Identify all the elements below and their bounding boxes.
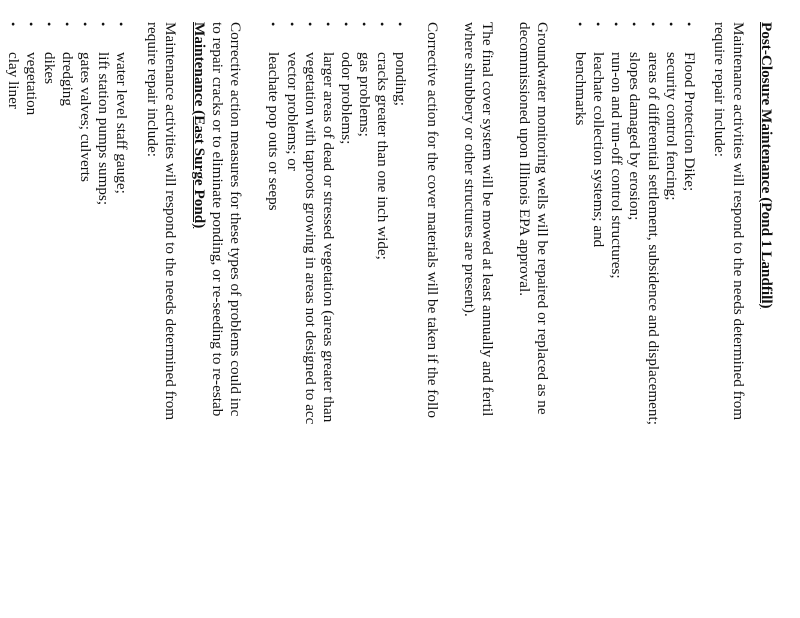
bullet-icon: • <box>41 22 56 27</box>
surge-pond-items-list <box>4 22 131 618</box>
list-item: • water level staff gauge; <box>113 22 131 194</box>
bullet-icon: • <box>663 22 678 27</box>
list-item: • benchmarks <box>572 22 590 126</box>
list-item: • gas problems; <box>355 22 373 137</box>
list-item: • Flood Protection Dike; <box>680 22 698 192</box>
paragraph-groundwater: Groundwater monitoring wells will be repaired or replaced as ne decommissioned upon Illinois EPA approval. <box>515 22 552 415</box>
paragraph-final-cover: The final cover system will be mowed at least annually and fertil where shrubbery or other structures are present). <box>460 22 497 417</box>
list-item: • leachate pop outs or seeps <box>265 22 283 211</box>
corrective-conditions-list <box>264 22 409 618</box>
section-heading-pond1: Post-Closure Maintenance (Pond 1 Landfill) <box>758 22 775 309</box>
intro-line: require repair include: <box>711 22 729 157</box>
list-item: • vegetation with taproots growing in areas not designed to acc <box>301 22 319 425</box>
intro-line: require repair include: <box>143 22 161 157</box>
bullet-icon: • <box>681 22 696 27</box>
bullet-icon: • <box>78 22 93 27</box>
paragraph-corrective-measures: Corrective action measures for these types of problems could inc to repair cracks or to eliminate ponding, or re-seeding to re-estab <box>208 22 245 417</box>
bullet-icon: • <box>114 22 129 27</box>
bullet-icon: • <box>5 22 20 27</box>
list-item: • security control fencing; <box>662 22 680 201</box>
bullet-icon: • <box>393 22 408 27</box>
list-item: • vegetation <box>22 22 40 116</box>
list-item: • odor problems; <box>337 22 355 145</box>
list-item: • vector problems; or <box>283 22 301 171</box>
bullet-icon: • <box>356 22 371 27</box>
bullet-icon: • <box>645 22 660 27</box>
list-item: • dredging <box>59 22 77 106</box>
list-item: • dikes <box>40 22 58 85</box>
list-item: • clay liner <box>4 22 22 109</box>
list-item: • run-on and run-off control structures; <box>608 22 626 279</box>
bullet-icon: • <box>627 22 642 27</box>
bullet-icon: • <box>266 22 281 27</box>
bullet-icon: • <box>284 22 299 27</box>
bullet-icon: • <box>320 22 335 27</box>
list-item: • areas of differential settlement, subsidence and displacement; <box>644 22 662 425</box>
bullet-icon: • <box>302 22 317 27</box>
list-item: • lift station pumps sumps; <box>95 22 113 206</box>
list-item: • ponding; <box>392 22 410 107</box>
bullet-icon: • <box>609 22 624 27</box>
bullet-icon: • <box>591 22 606 27</box>
repair-items-list <box>571 22 698 618</box>
section-heading-east-surge-pond: Maintenance (East Surge Pond) <box>190 22 208 229</box>
intro-line: Maintenance activities will respond to the needs determined from <box>729 22 747 421</box>
list-item: • gates valves; culverts <box>77 22 95 182</box>
bullet-icon: • <box>573 22 588 27</box>
bullet-icon: • <box>375 22 389 27</box>
document-body <box>0 22 800 618</box>
list-item: • larger areas of dead or stressed vegetation (areas greater than <box>319 22 337 423</box>
bullet-icon: • <box>60 22 75 27</box>
bullet-icon: • <box>23 22 38 27</box>
list-item: • leachate collection systems; and <box>590 22 608 248</box>
list-item: • cracks greater than one inch wide; <box>374 22 391 260</box>
bullet-icon: • <box>96 22 111 27</box>
paragraph-corrective-action: Corrective action for the cover materials will be taken if the follo <box>424 22 442 418</box>
list-item: • slopes damaged by erosion; <box>626 22 644 221</box>
bullet-icon: • <box>338 22 353 27</box>
intro-line: Maintenance activities will respond to the needs determined from <box>162 22 180 421</box>
